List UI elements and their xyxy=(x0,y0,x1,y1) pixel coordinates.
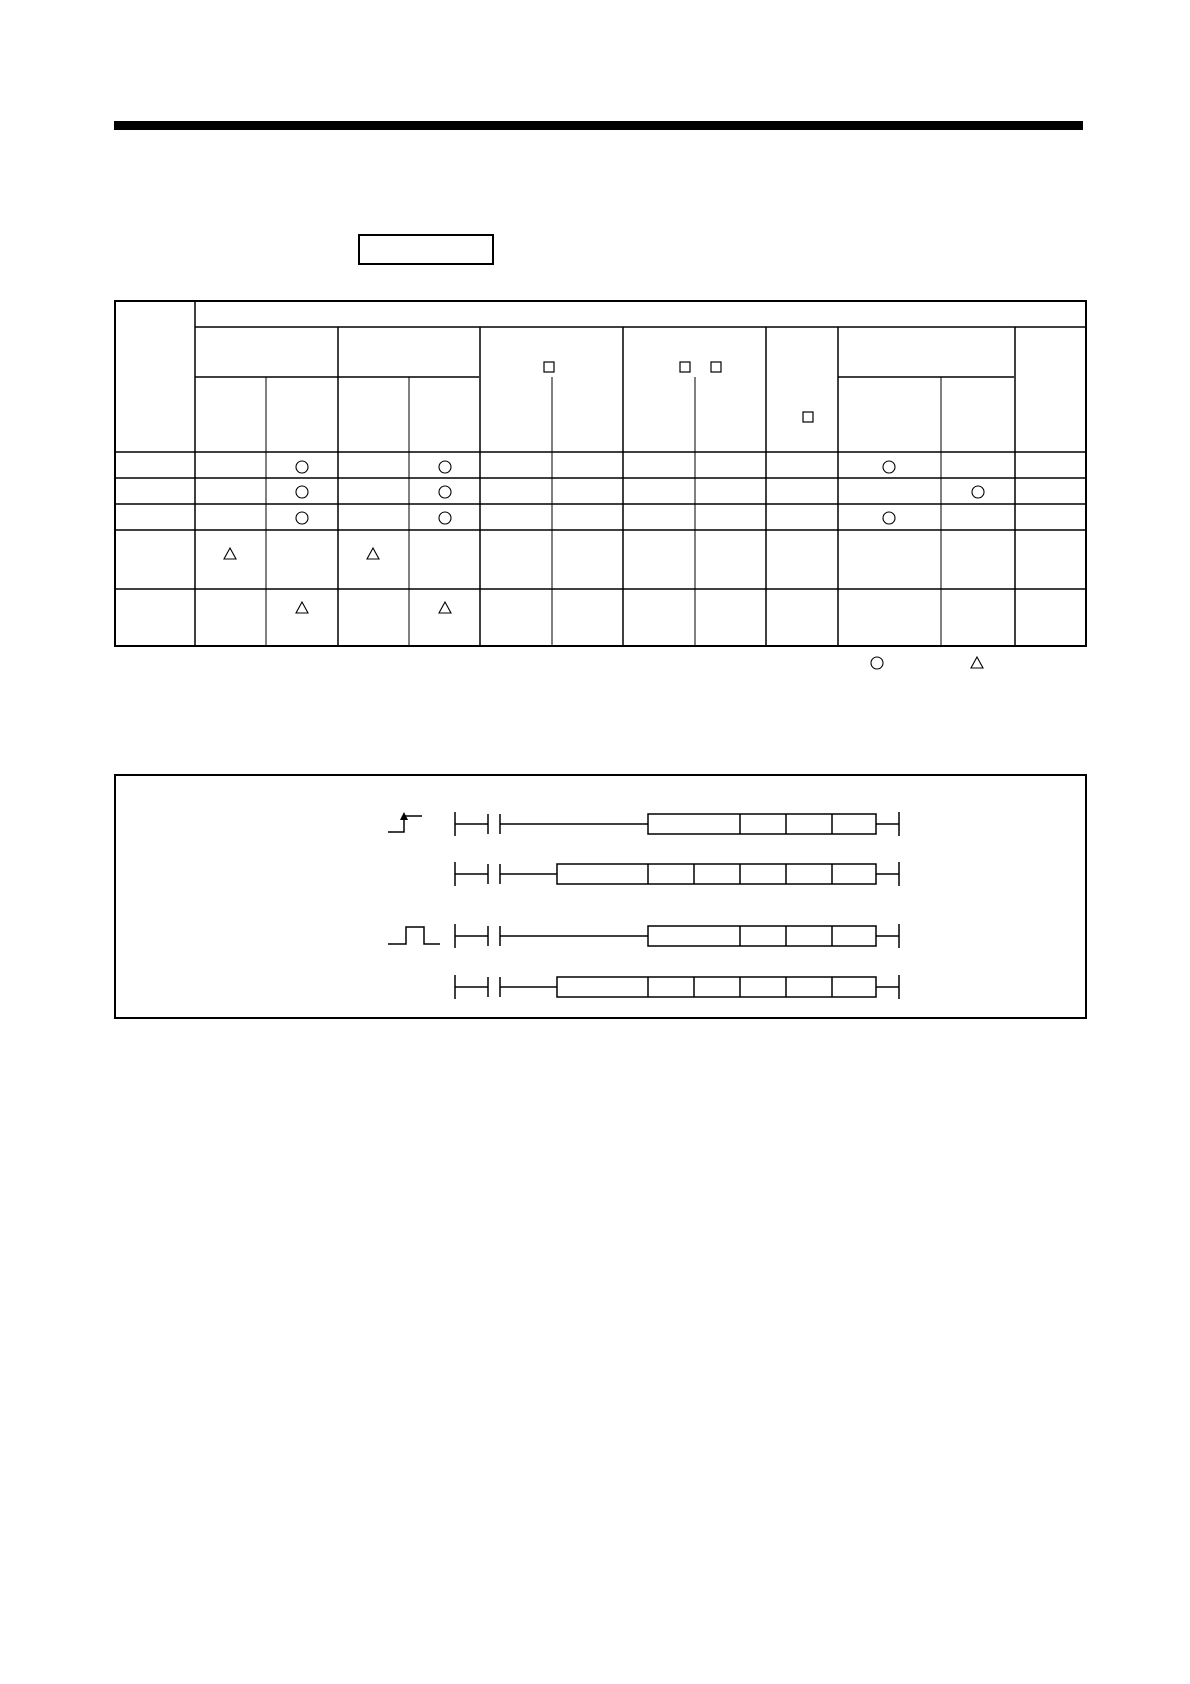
header-square-icons xyxy=(544,362,813,422)
ladder-rung-3 xyxy=(455,924,899,948)
ladder-rung-4 xyxy=(455,975,899,999)
circle-icon xyxy=(972,486,984,498)
legend-triangle-icon xyxy=(971,657,983,668)
triangle-icon xyxy=(296,602,308,613)
circle-icon xyxy=(439,512,451,524)
square-icon xyxy=(711,362,721,372)
triangle-icon xyxy=(224,548,236,559)
circle-icon xyxy=(296,461,308,473)
circle-icon xyxy=(439,486,451,498)
circle-icon xyxy=(883,461,895,473)
circle-icon xyxy=(296,486,308,498)
square-icon xyxy=(803,412,813,422)
table-frame xyxy=(115,301,1086,646)
square-icon xyxy=(544,362,554,372)
triangle-icon xyxy=(439,602,451,613)
instruction-block xyxy=(557,977,876,997)
circle-icon xyxy=(439,461,451,473)
device-table xyxy=(115,301,1086,646)
instruction-block xyxy=(648,926,876,946)
circle-icon xyxy=(883,512,895,524)
ladder-rungs xyxy=(455,812,899,999)
legend-circle-icon xyxy=(871,657,883,669)
instruction-title-box xyxy=(359,235,493,264)
ladder-rung-2 xyxy=(455,862,899,886)
pulse-icon xyxy=(388,927,440,944)
table-legend xyxy=(871,657,983,669)
ladder-rung-1 xyxy=(455,812,899,836)
ladder-diagram-frame xyxy=(115,775,1086,1018)
instruction-block xyxy=(648,814,876,834)
instruction-block xyxy=(557,864,876,884)
circle-icon xyxy=(296,512,308,524)
triangle-icon xyxy=(367,548,379,559)
header-rule xyxy=(114,121,1083,130)
square-icon xyxy=(680,362,690,372)
